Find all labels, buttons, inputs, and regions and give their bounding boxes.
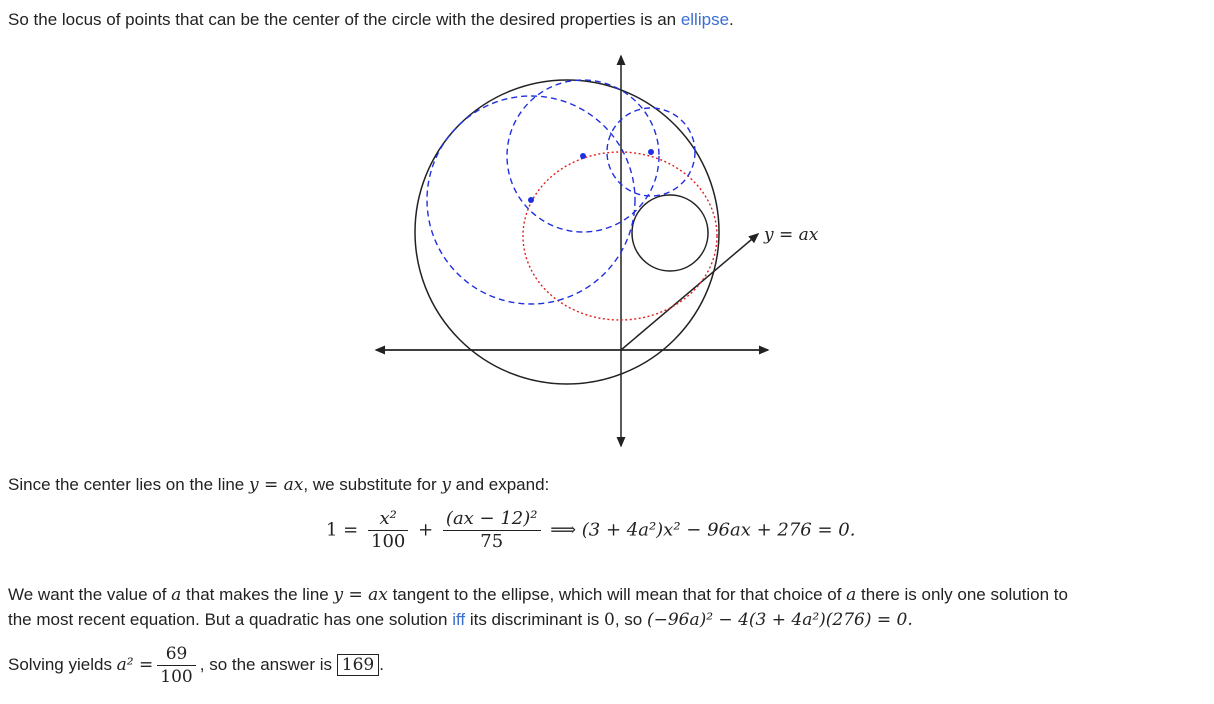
center-point-right — [648, 149, 654, 155]
solution-comma: , — [199, 655, 205, 674]
center-point-middle — [580, 153, 586, 159]
solution-period: . — [379, 655, 384, 674]
tangent-text-a: We want the value of — [8, 585, 172, 604]
equation-rhs: ⟹ (3 + 4a²)x² − 96ax + 276 = 0. — [550, 519, 856, 541]
iff-link[interactable]: iff — [452, 610, 466, 629]
substitution-text-b: , we substitute for — [303, 475, 442, 494]
discriminant-text-a: the most recent equation. But a quadratic has one solution — [8, 610, 453, 629]
tangent-text-d: there is only one solution to — [856, 585, 1068, 604]
fraction-x-squared — [368, 508, 408, 553]
center-point-left — [528, 197, 534, 203]
line-y-equals-ax — [621, 234, 758, 350]
solution-fraction-numerator: 69 — [165, 644, 188, 665]
tangent-text-c: tangent to the ellipse, which will mean that for that choice of — [387, 585, 847, 604]
substitution-text-c: and expand: — [450, 475, 550, 494]
intro-period: . — [729, 10, 734, 29]
solution-text-b: so the answer is — [204, 655, 337, 674]
variable-y: y — [441, 475, 451, 495]
tangent-paragraph-line2 — [8, 609, 913, 631]
discriminant-text-c: , so — [614, 610, 647, 629]
discriminant-text-b: its discriminant is — [465, 610, 604, 629]
display-equation — [326, 508, 855, 553]
solution-text-a: Solving yields — [8, 655, 117, 674]
locus-figure — [370, 50, 840, 450]
ellipse-link[interactable]: ellipse — [680, 10, 730, 29]
tangent-paragraph-line1 — [8, 584, 1068, 606]
fraction1-denominator: 100 — [368, 530, 408, 553]
large-circle — [415, 80, 719, 384]
fraction1-numerator: x² — [379, 508, 397, 529]
small-circle — [632, 195, 708, 271]
fraction2-numerator: (ax − 12)² — [445, 508, 538, 529]
solution-fraction — [157, 643, 195, 688]
zero-value: 0 — [603, 610, 615, 630]
a-squared-equals: a² = — [116, 655, 154, 675]
line-label: y = ax — [764, 225, 819, 245]
intro-text: So the locus of points that can be the center of the circle with the desired properties is an — [8, 10, 681, 29]
variable-a-1: a — [171, 585, 182, 605]
solution-fraction-denominator: 100 — [157, 665, 195, 688]
solution-paragraph — [8, 643, 384, 688]
line-equation-2: y = ax — [333, 585, 388, 605]
variable-a-2: a — [846, 585, 857, 605]
locus-ellipse — [523, 152, 717, 320]
fraction2-denominator: 75 — [443, 530, 541, 553]
equation-plus: + — [418, 519, 434, 541]
line-equation: y = ax — [248, 475, 304, 495]
fraction-ax-minus-12 — [443, 508, 541, 553]
tangent-text-b: that makes the line — [181, 585, 334, 604]
substitution-paragraph — [8, 474, 549, 496]
intro-paragraph — [8, 9, 734, 31]
discriminant-equation: (−96a)² − 4(3 + 4a²)(276) = 0. — [646, 610, 913, 630]
boxed-answer: 169 — [337, 654, 379, 676]
substitution-text-a: Since the center lies on the line — [8, 475, 249, 494]
equation-lhs: 1 = — [326, 519, 359, 541]
